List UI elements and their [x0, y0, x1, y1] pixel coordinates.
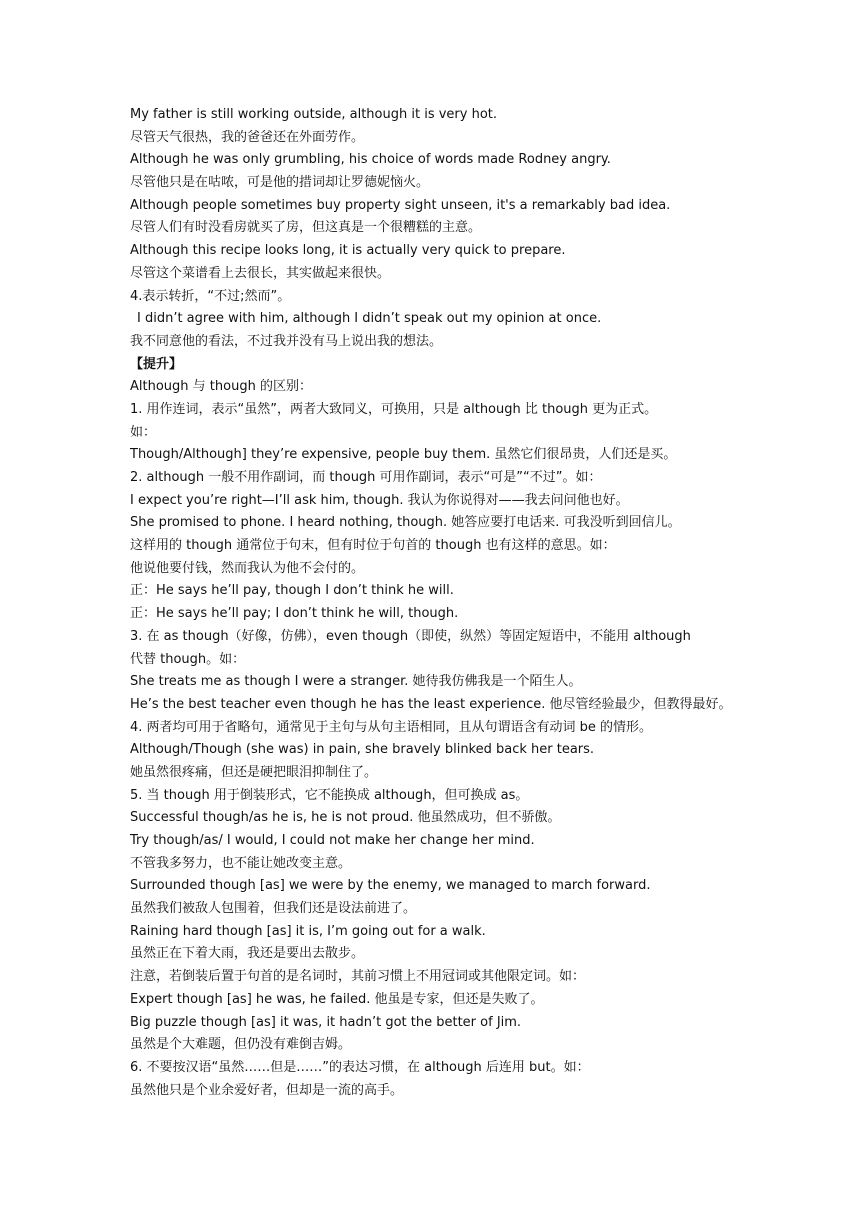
text-line: I expect you’re right—I’ll ask him, though. 我认为你说得对——我去问问他也好。: [130, 492, 629, 508]
text-line: Raining hard though [as] it is, I’m going out for a walk.: [130, 923, 486, 939]
document-body: [130, 104, 740, 1102]
text-line: Although 与 though 的区别：: [130, 379, 312, 395]
text-line: Although this recipe looks long, it is actually very quick to prepare.: [130, 243, 566, 259]
text-line: Try though/as/ I would, I could not make her change her mind.: [130, 833, 535, 848]
text-line: 这样用的 though 通常位于句末，但有时位于句首的 though 也有这样的意思。如：: [130, 538, 616, 554]
text-line: Big puzzle though [as] it was, it hadn’t got the better of Jim.: [130, 1014, 522, 1030]
text-line: 4. 两者均可用于省略句，通常见于主句与从句主语相同，且从句谓语含有动词 be 的情形。: [130, 719, 653, 735]
text-line: 尽管这个菜谱看上去很长，其实做起来很快。: [130, 265, 391, 281]
text-line: I didn’t agree with him, although I didn’t speak out my opinion at once.: [137, 311, 602, 327]
text-line: 3. 在 as though（好像，仿佛），even though（即使，纵然）等固定短语中，不能用 although: [130, 628, 691, 644]
section-heading: 【提升】: [130, 356, 183, 372]
text-line: Surrounded though [as] we were by the enemy, we managed to march forward.: [130, 878, 651, 894]
text-line: 他说他要付钱，然而我认为他不会付的。: [130, 560, 365, 576]
text-line: 虽然他只是个业余爱好者，但却是一流的高手。: [130, 1082, 404, 1098]
text-line: He’s the best teacher even though he has the least experience. 他尽管经验最少，但教得最好。: [130, 696, 732, 712]
text-line: Expert though [as] he was, he failed. 他虽是专家，但还是失败了。: [130, 991, 544, 1007]
text-line: 虽然正在下着大雨，我还是要出去散步。: [130, 946, 365, 962]
text-line: She treats me as though I were a stranger. 她待我仿佛我是一个陌生人。: [130, 674, 582, 690]
text-line: 1. 用作连词，表示“虽然”，两者大致同义，可换用，只是 although 比 though 更为正式。: [130, 401, 658, 417]
text-line: Successful though/as he is, he is not proud. 他虽然成功，但不骄傲。: [130, 810, 561, 826]
text-line: She promised to phone. I heard nothing, though. 她答应要打电话来. 可我没听到回信儿。: [130, 515, 681, 531]
text-line: 不管我多努力，也不能让她改变主意。: [130, 855, 352, 871]
text-line: 虽然我们被敌人包围着，但我们还是设法前进了。: [130, 901, 417, 917]
text-line: 正：He says he’ll pay; I don’t think he will, though.: [130, 606, 459, 622]
text-line: 注意，若倒装后置于句首的是名词时，其前习惯上不用冠词或其他限定词。如：: [130, 969, 586, 985]
text-line: 尽管他只是在咕哝，可是他的措词却让罗德妮恼火。: [130, 175, 430, 191]
text-line: 6. 不要按汉语“虽然……但是……”的表达习惯，在 although 后连用 but。如：: [130, 1059, 590, 1075]
text-line: 如：: [130, 424, 157, 440]
text-line: 5. 当 though 用于倒装形式，它不能换成 although，但可换成 as。: [130, 787, 529, 803]
section-heading: 4.表示转折，“不过;然而”。: [130, 288, 291, 304]
text-line: 虽然是个大难题，但仍没有难倒吉姆。: [130, 1037, 352, 1053]
text-line: 我不同意他的看法，不过我并没有马上说出我的想法。: [130, 333, 443, 349]
text-line: Although people sometimes buy property sight unseen, it's a remarkably bad idea.: [130, 197, 671, 213]
text-line: 尽管人们有时没看房就买了房，但这真是一个很糟糕的主意。: [130, 220, 482, 236]
text-line: Although/Though (she was) in pain, she bravely blinked back her tears.: [130, 742, 595, 758]
text-line: Though/Although] they’re expensive, people buy them. 虽然它们很昂贵，人们还是买。: [130, 447, 677, 463]
text-line: 尽管天气很热，我的爸爸还在外面劳作。: [130, 129, 365, 145]
text-line: 代替 though。如：: [130, 651, 246, 667]
text-line: 她虽然很疼痛，但还是硬把眼泪抑制住了。: [130, 764, 378, 780]
text-line: 正：He says he’ll pay, though I don’t think he will.: [130, 583, 454, 599]
text-line: My father is still working outside, although it is very hot.: [130, 107, 498, 122]
text-line: 2. although 一般不用作副词，而 though 可用作副词，表示“可是”“不过”。如：: [130, 470, 602, 485]
text-line: Although he was only grumbling, his choice of words made Rodney angry.: [130, 152, 611, 168]
